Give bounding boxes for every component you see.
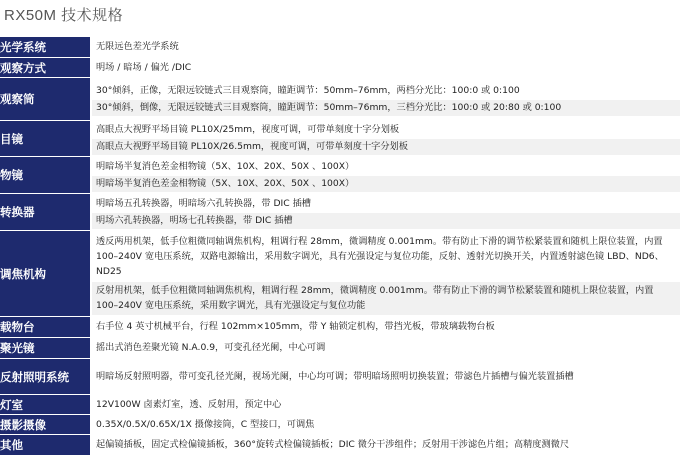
spec-row [0, 58, 680, 78]
spec-row [0, 317, 680, 338]
spec-value: 无限远色差光学系统 [96, 41, 179, 52]
spec-label: 调焦机构 [0, 231, 92, 317]
spec-value: 明场六孔转换器，明场七孔转换器，带 DIC 插槽 [92, 212, 680, 229]
spec-content [92, 78, 680, 121]
spec-row [0, 121, 680, 157]
spec-label: 物镜 [0, 157, 92, 194]
spec-value: 摇出式消色差聚光镜 N.A.0.9，可变孔径光阑，中心可调 [96, 342, 326, 353]
spec-value: 起偏镜插板，固定式检偏镜插板，360°旋转式检偏镜插板；DIC 微分干涉组件；反射用干涉滤色片组；高精度测微尺 [96, 439, 570, 450]
spec-content [92, 121, 680, 157]
spec-label: 反射照明系统 [0, 359, 92, 395]
spec-content [92, 435, 680, 456]
spec-row [0, 157, 680, 194]
spec-row [0, 231, 680, 317]
spec-row [0, 338, 680, 359]
spec-label: 光学系统 [0, 37, 92, 58]
spec-value: 明暗场半复消色差金相物镜（5X、10X、20X、50X 、100X） [92, 175, 680, 192]
spec-row [0, 395, 680, 415]
spec-value: 0.35X/0.5X/0.65X/1X 摄像接筒，C 型接口，可调焦 [96, 418, 315, 430]
spec-label: 灯室 [0, 395, 92, 415]
spec-label: 观察方式 [0, 58, 92, 78]
spec-value: 高眼点大视野平场目镜 PL10X/25mm，视度可调，可带单刻度十字分划板 [96, 124, 400, 135]
spec-content [92, 359, 680, 395]
spec-row [0, 37, 680, 58]
spec-value: 透反两用机架，低手位粗微同轴调焦机构，粗调行程 28mm，微调精度 0.001mm。带有防止下滑的调节松紧装置和随机上限位装置，内置 100–240V 宽电压系统，双路电源输出，采用数字调光，具有光强设定与复位功能，反射、透射光切换开关，内置透射滤色镜 LBD、ND6、ND25 [96, 235, 664, 277]
spec-value: 反射用机架，低手位粗微同轴调焦机构，粗调行程 28mm，微调精度 0.001mm。带有防止下滑的调节松紧装置和随机上限位装置，内置 100–240V 宽电压系统，采用数字调光，具有光强设定与复位功能 [92, 281, 680, 315]
spec-value: 12V100W 卤素灯室，透、反射用，预定中心 [96, 398, 282, 410]
spec-label: 摄影摄像 [0, 415, 92, 435]
spec-row [0, 78, 680, 121]
spec-content [92, 395, 680, 415]
spec-content [92, 58, 680, 78]
spec-value: 明暗场反射照明器，带可变孔径光阑，视场光阑，中心均可调；带明暗场照明切换装置；带滤色片插槽与偏光装置插槽 [96, 370, 574, 382]
spec-label: 转换器 [0, 194, 92, 231]
spec-value: 30°倾斜，正像，无限远铰链式三目观察筒，瞳距调节：50mm–76mm，两档分光比：100:0 或 0:100 [96, 84, 520, 96]
spec-content [92, 415, 680, 435]
spec-content [92, 231, 680, 317]
spec-label: 目镜 [0, 121, 92, 157]
spec-label: 聚光镜 [0, 338, 92, 359]
spec-value: 右手位 4 英寸机械平台，行程 102mm×105mm，带 Y 轴锁定机构，带挡光板，带玻璃载物台板 [96, 321, 495, 332]
spec-label: 载物台 [0, 317, 92, 338]
spec-row [0, 194, 680, 231]
spec-content [92, 317, 680, 338]
spec-value: 明暗场五孔转换器，明暗场六孔转换器，带 DIC 插槽 [96, 197, 311, 209]
spec-content [92, 157, 680, 194]
spec-label: 观察筒 [0, 78, 92, 121]
spec-row [0, 415, 680, 435]
spec-label: 其他 [0, 435, 92, 456]
spec-value: 30°倾斜，倒像，无限远铰链式三目观察筒，瞳距调节：50mm–76mm，三档分光比：100:0 或 20:80 或 0:100 [92, 99, 680, 116]
spec-value: 明场 / 暗场 / 偏光 /DIC [96, 61, 192, 73]
spec-value: 高眼点大视野平场目镜 PL10X/26.5mm，视度可调，可带单刻度十字分划板 [92, 138, 680, 155]
page-title: RX50M 技术规格 [4, 7, 124, 24]
spec-content [92, 338, 680, 359]
spec-row [0, 435, 680, 456]
spec-content [92, 37, 680, 58]
spec-table [0, 37, 680, 456]
spec-row [0, 359, 680, 395]
spec-content [92, 194, 680, 231]
spec-value: 明暗场半复消色差金相物镜（5X、10X、20X、50X 、100X） [96, 160, 355, 172]
